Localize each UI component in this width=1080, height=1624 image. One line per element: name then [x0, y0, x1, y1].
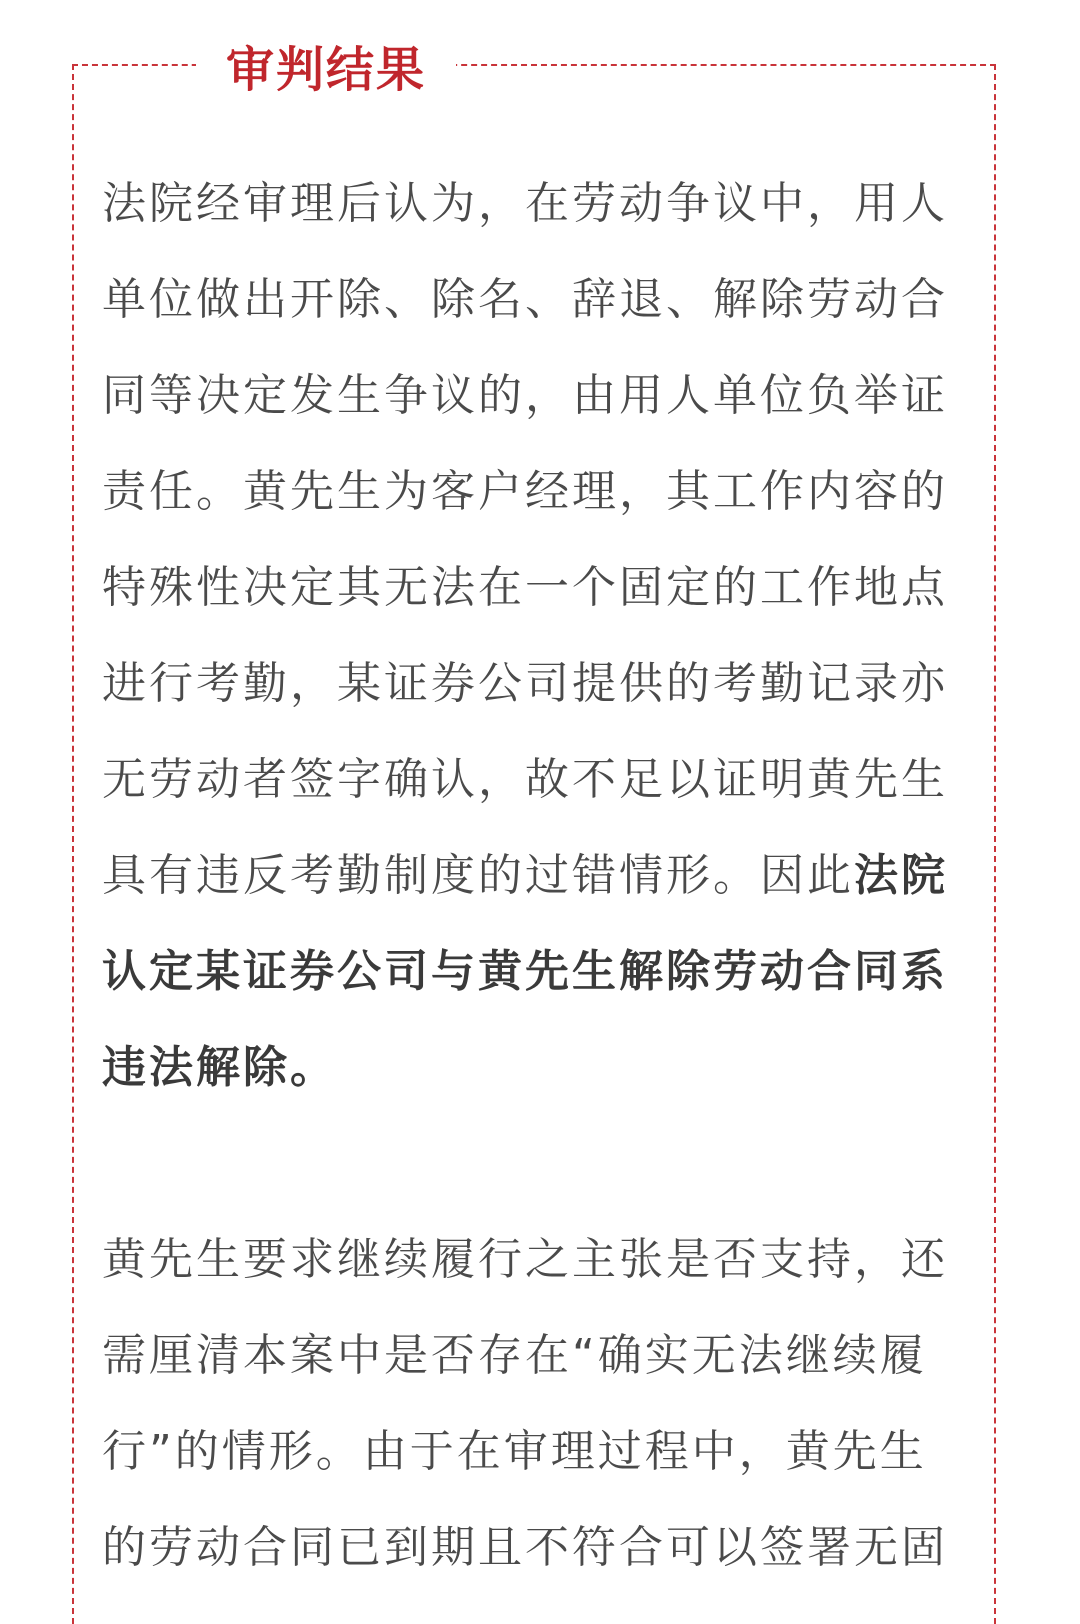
section-title: 审判结果: [226, 42, 427, 98]
text-normal: 具有违反考勤制度的过错情形。因此: [102, 850, 854, 901]
text-line: 法院经审理后认为，在劳动争议中，用人: [102, 178, 948, 229]
article-content: [102, 156, 962, 1596]
text-line: 同等决定发生争议的，由用人单位负举证: [102, 370, 948, 421]
text-line: 黄先生要求继续履行之主张是否支持，还: [102, 1234, 948, 1285]
text-line: 的劳动合同已到期且不符合可以签署无固: [102, 1522, 948, 1573]
text-line: 行”的情形。由于在审理过程中，黄先生: [102, 1426, 927, 1477]
text-bold: 认定某证券公司与黄先生解除劳动合同系: [102, 946, 948, 997]
text-line-bold: [102, 924, 962, 1020]
text-bold: 法院: [854, 850, 948, 901]
text-line-mixed: [102, 828, 962, 924]
paragraph-1: [102, 156, 962, 1116]
text-bold: 违法解除。: [102, 1042, 337, 1093]
paragraph-2: [102, 1212, 962, 1596]
text-line: 无劳动者签字确认，故不足以证明黄先生: [102, 754, 948, 805]
text-line: 责任。黄先生为客户经理，其工作内容的: [102, 466, 948, 517]
text-line-bold: [102, 1020, 962, 1116]
text-line: 特殊性决定其无法在一个固定的工作地点: [102, 562, 948, 613]
text-line: 单位做出开除、除名、辞退、解除劳动合: [102, 274, 948, 325]
section-title-wrap: [196, 38, 456, 102]
text-line: 进行考勤，某证券公司提供的考勤记录亦: [102, 658, 948, 709]
text-line: 需厘清本案中是否存在“确实无法继续履: [102, 1330, 927, 1381]
paragraph-spacer: [102, 1116, 962, 1212]
